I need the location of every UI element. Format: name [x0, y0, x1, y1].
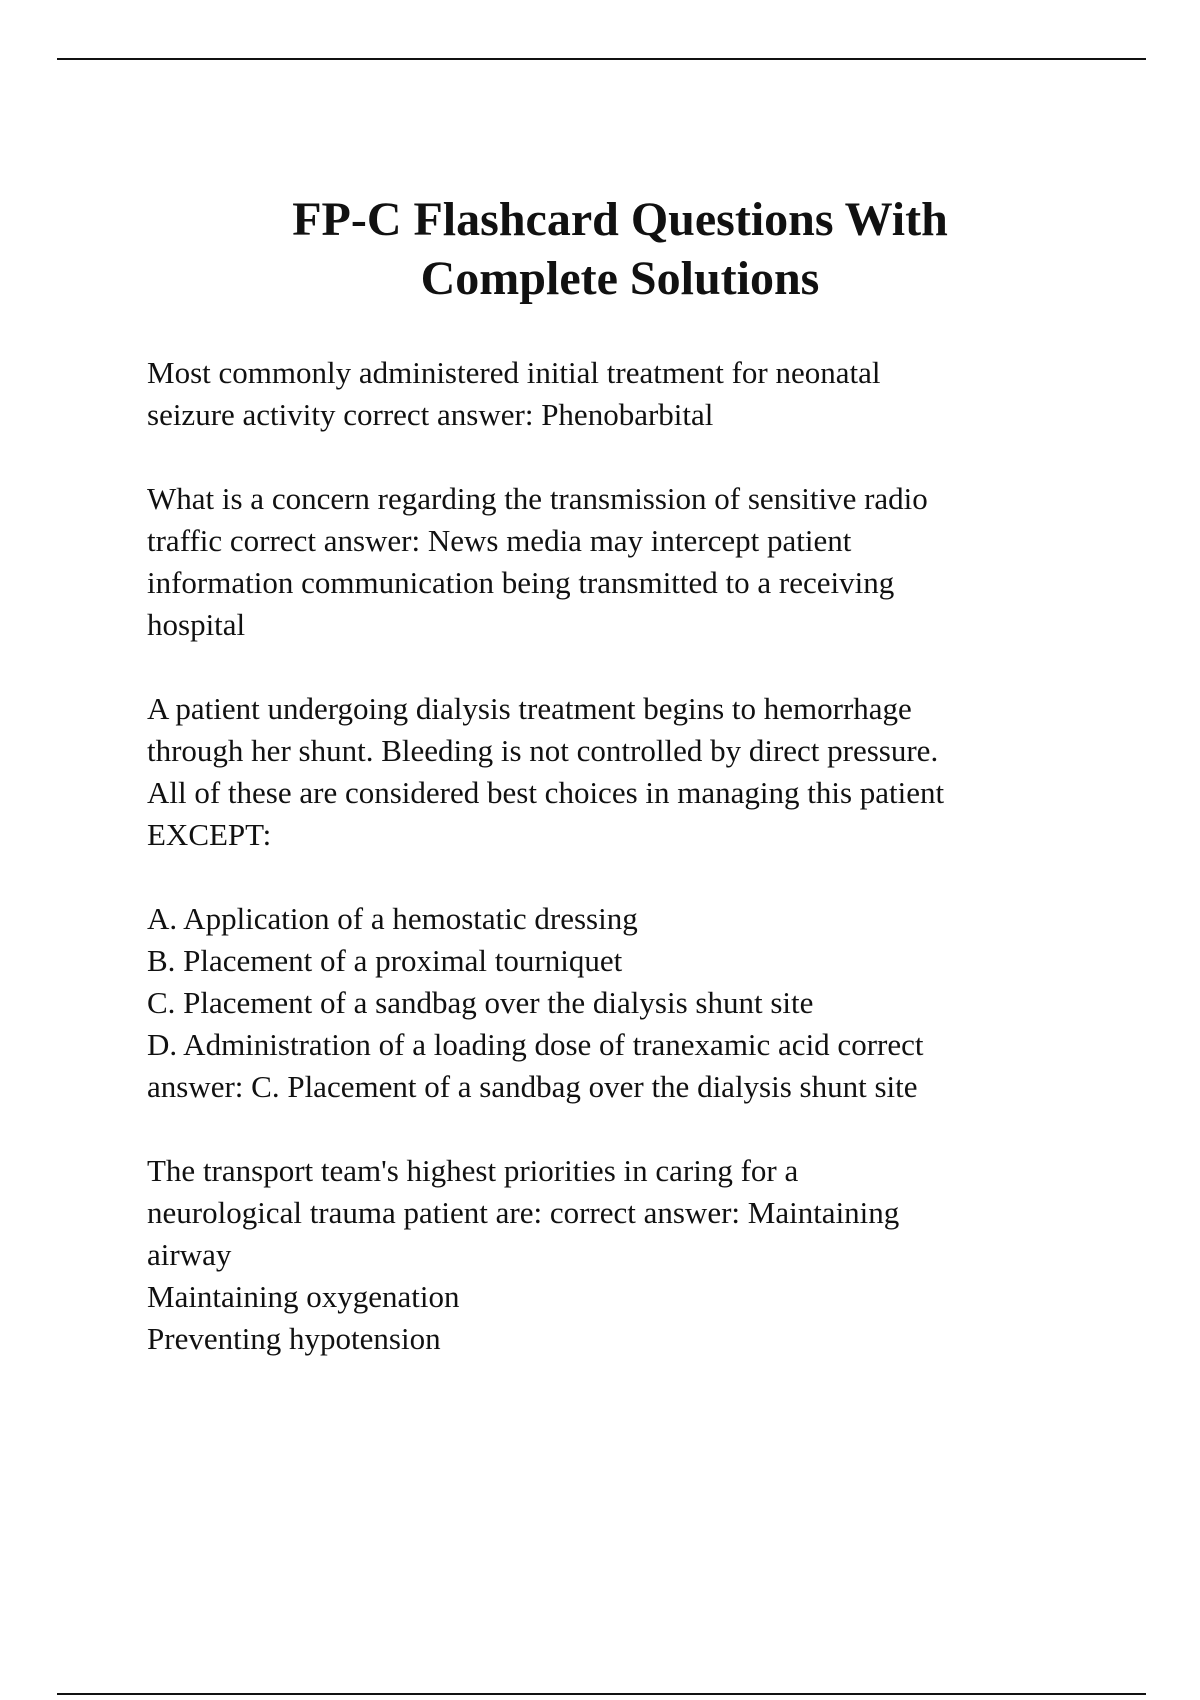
flashcard-paragraph	[147, 1150, 944, 1360]
text-line: What is a concern regarding the transmission of sensitive radio	[147, 481, 928, 516]
text-line: A patient undergoing dialysis treatment begins to hemorrhage	[147, 691, 912, 726]
text-line: traffic correct answer: News media may intercept patient	[147, 523, 852, 558]
document-title	[0, 190, 1200, 308]
text-line: answer: C. Placement of a sandbag over the dialysis shunt site	[147, 1069, 918, 1104]
bottom-rule	[57, 1693, 1146, 1695]
title-line: Complete Solutions	[420, 252, 820, 305]
flashcard-paragraph	[147, 478, 944, 646]
text-line: Maintaining oxygenation	[147, 1279, 460, 1314]
flashcard-paragraph	[147, 898, 944, 1108]
text-line: hospital	[147, 607, 246, 642]
text-line: airway	[147, 1237, 232, 1272]
text-line: D. Administration of a loading dose of tranexamic acid correct	[147, 1027, 924, 1062]
flashcard-paragraph	[147, 352, 944, 436]
text-line: seizure activity correct answer: Phenobarbital	[147, 397, 714, 432]
text-line: A. Application of a hemostatic dressing	[147, 901, 638, 936]
text-line: EXCEPT:	[147, 817, 272, 852]
text-line: The transport team's highest priorities in caring for a	[147, 1153, 799, 1188]
top-rule	[57, 58, 1146, 60]
text-line: Preventing hypotension	[147, 1321, 441, 1356]
title-line: FP-C Flashcard Questions With	[292, 193, 948, 246]
text-line: information communication being transmitted to a receiving	[147, 565, 895, 600]
document-body	[147, 352, 944, 1402]
text-line: C. Placement of a sandbag over the dialysis shunt site	[147, 985, 814, 1020]
flashcard-paragraph	[147, 688, 944, 856]
text-line: through her shunt. Bleeding is not controlled by direct pressure.	[147, 733, 939, 768]
text-line: All of these are considered best choices in managing this patient	[147, 775, 945, 810]
text-line: neurological trauma patient are: correct answer: Maintaining	[147, 1195, 900, 1230]
text-line: Most commonly administered initial treatment for neonatal	[147, 355, 881, 390]
text-line: B. Placement of a proximal tourniquet	[147, 943, 623, 978]
